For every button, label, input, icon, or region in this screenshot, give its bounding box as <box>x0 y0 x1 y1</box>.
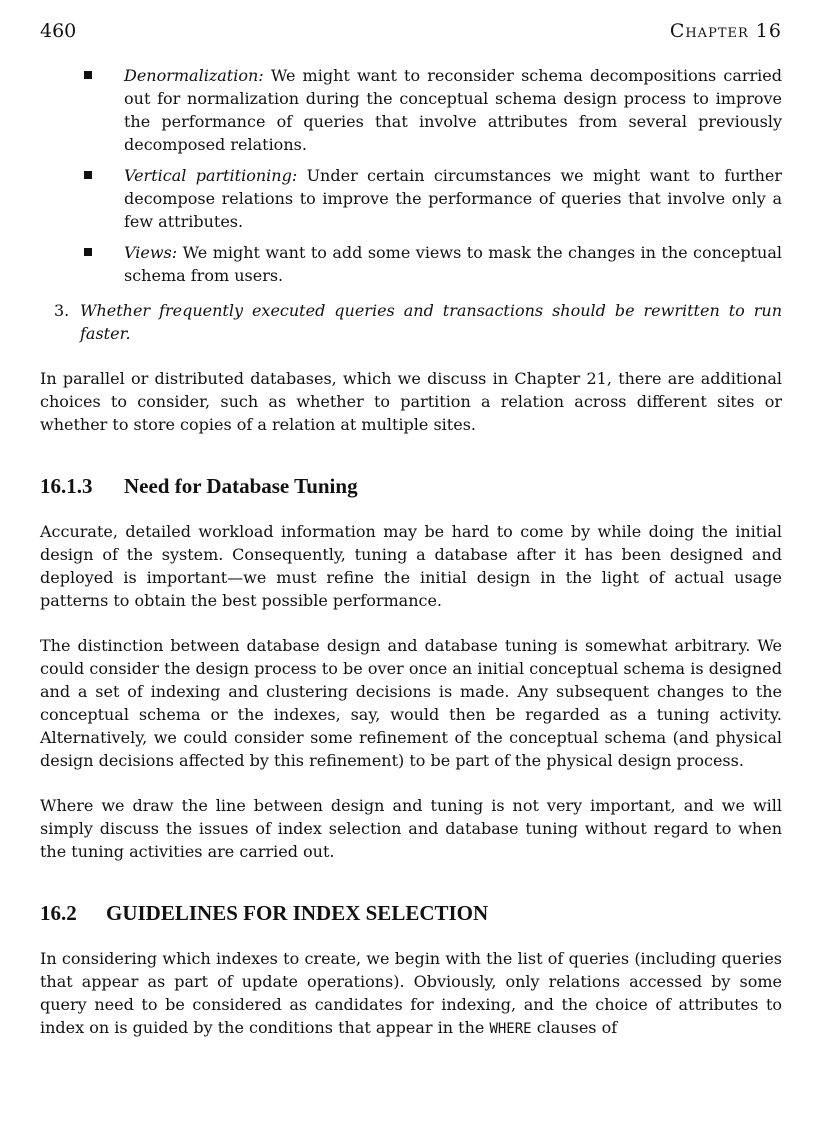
paragraph: The distinction between database design and database tuning is somewhat arbitrary. We could consider the design process to be over once an initial conceptual schema is designed and a set of indexing and clustering decisions is made. Any subsequent changes to the conceptual schema or the indexes, say, would then be regarded as a tuning activity. Alternatively, we could consider some refinement of the conceptual schema (and physical design decisions affected by this refinement) to be part of the physical design process. <box>40 636 782 770</box>
bullet-term: Views: <box>124 243 178 262</box>
numbered-item <box>40 299 782 345</box>
bullet-term: Denormalization: <box>124 66 264 85</box>
subsection-number: 16.1.3 <box>40 474 93 498</box>
paragraph-start: In considering which indexes to create, we begin with the list of queries (including queries that appear as part of update operations). Obviously, only relations accessed by some query need to be considered as candidates for indexing, and the choice of attributes to index on is guided by the conditions that appear in the <box>40 949 782 1037</box>
bullet-item <box>124 164 782 233</box>
subsection-heading <box>40 472 782 500</box>
bullet-list <box>40 64 782 287</box>
paragraph-parallel: In parallel or distributed databases, which we discuss in Chapter 21, there are additional choices to consider, such as whether to partition a relation across different sites or whether to store copies of a relation at multiple sites. <box>40 369 782 434</box>
section-number: 16.2 <box>40 901 77 925</box>
item-text: Whether frequently executed queries and transactions should be rewritten to run faster. <box>80 301 782 343</box>
square-bullet-icon <box>84 248 92 256</box>
bullet-term: Vertical partitioning: <box>124 166 298 185</box>
paragraph-index-selection <box>40 947 782 1041</box>
chapter-title: Chapter 16 <box>669 20 782 42</box>
paragraph-end: clauses of <box>536 1018 618 1037</box>
bullet-item <box>124 241 782 287</box>
bullet-text: We might want to reconsider schema decompositions carried out for normalization during the conceptual schema design process to improve the performance of queries that involve attributes from several previously decomposed relations. <box>124 66 782 154</box>
subsection-title: Need for Database Tuning <box>124 474 358 498</box>
square-bullet-icon <box>84 171 92 179</box>
paragraph: Where we draw the line between design and tuning is not very important, and we will simply discuss the issues of index selection and database tuning without regard to when the tuning activities are carried out. <box>40 796 782 861</box>
item-number: 3. <box>54 301 70 320</box>
bullet-text: Under certain circumstances we might want to further decompose relations to improve the performance of queries that involve only a few attributes. <box>124 166 782 231</box>
bullet-text: We might want to add some views to mask the changes in the conceptual schema from users. <box>124 243 783 285</box>
page <box>40 20 782 1041</box>
where-code: WHERE <box>489 1021 532 1037</box>
running-head <box>40 20 782 50</box>
square-bullet-icon <box>84 71 92 79</box>
paragraph: Accurate, detailed workload information may be hard to come by while doing the initial design of the system. Consequently, tuning a database after it has been designed and deployed is important—we must refine the initial design in the light of actual usage patterns to obtain the best possible performance. <box>40 522 782 610</box>
section-title: GUIDELINES FOR INDEX SELECTION <box>106 901 489 925</box>
bullet-item <box>124 64 782 156</box>
section-heading <box>40 899 782 927</box>
page-number: 460 <box>40 20 77 42</box>
